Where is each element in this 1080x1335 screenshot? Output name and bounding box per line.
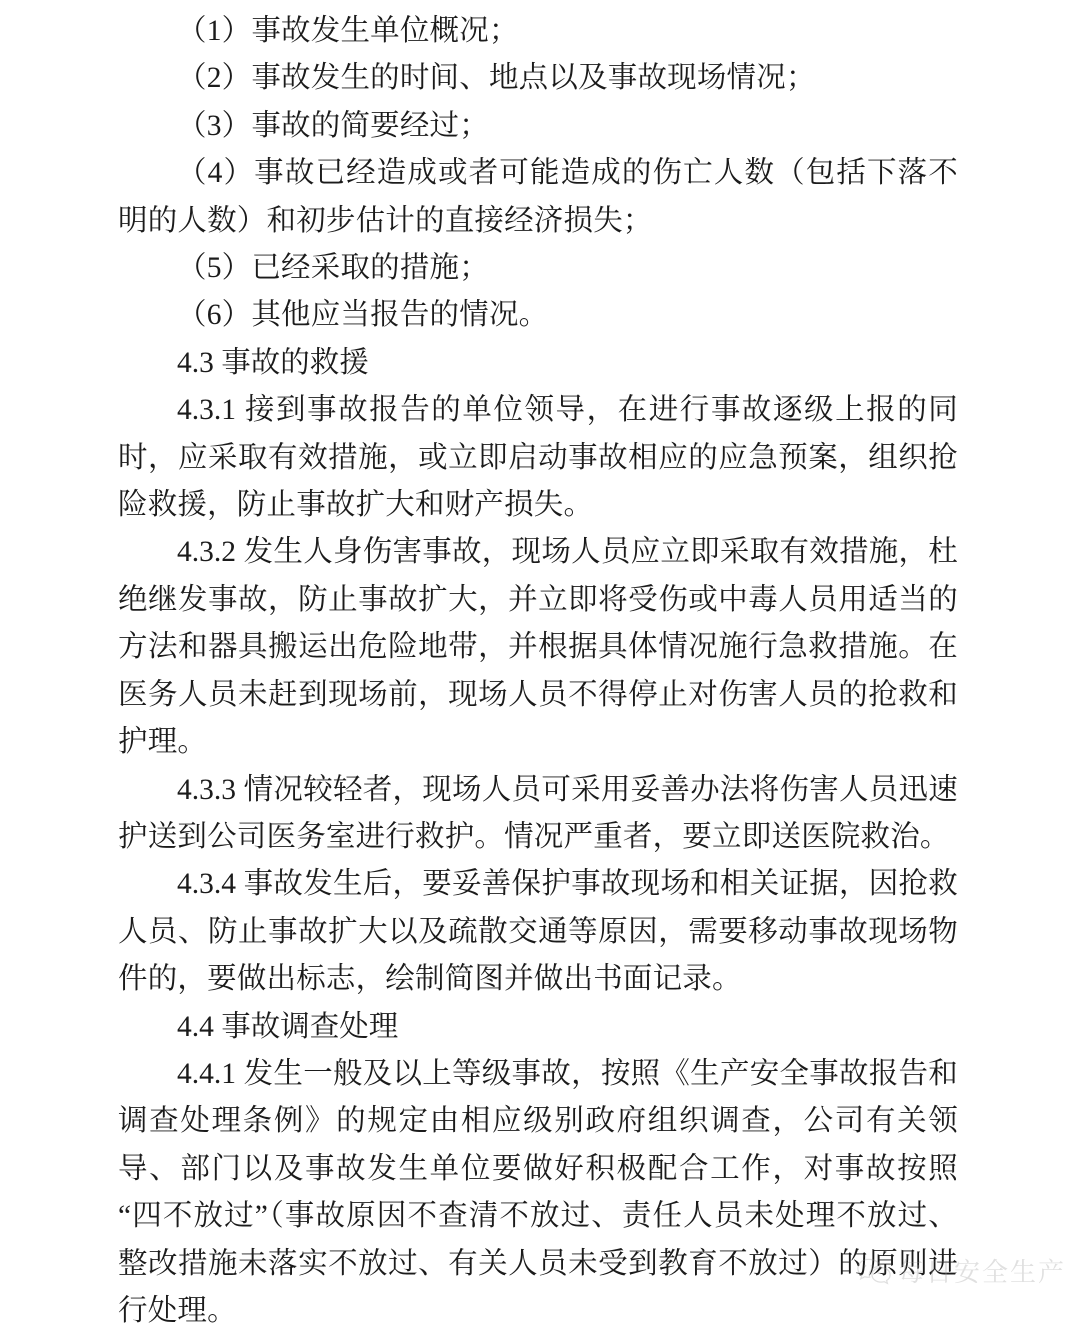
paragraph-text: 接到事故报告的单位领导，在进行事故逐级上报的同时，应采取有效措施，或立即启动事故相应的应急预案，组织抢险救援，防止事故扩大和财产损失。 (118, 394, 958, 522)
paragraph-number: 4.4.1 (177, 1057, 236, 1090)
document-body (118, 8, 958, 1335)
list-item: （6）其他应当报告的情况。 (177, 299, 549, 332)
list-item: （2）事故发生的时间、地点以及事故现场情况； (177, 62, 816, 95)
paragraph-number: 4.3.4 (177, 868, 236, 901)
list-item: （4）事故已经造成或者可能造成的伤亡人数（包括下落不明的人数）和初步估计的直接经济损失； (118, 157, 958, 237)
watermark-text: 每日安全生产 (897, 1257, 1066, 1287)
paragraph-text: 发生人身伤害事故，现场人员应立即采取有效措施，杜绝继发事故，防止事故扩大，并立即将受伤或中毒人员用适当的方法和器具搬运出危险地带，并根据具体情况施行急救措施。在医务人员未赶到现场前，现场人员不得停止对伤害人员的抢救和护理。 (118, 536, 958, 759)
paragraph-text: 发生一般及以上等级事故，按照《生产安全事故报告和调查处理条例》的规定由相应级别政府组织调查，公司有关领导、部门以及事故发生单位要做好积极配合工作，对事故按照“四不放过”（事故原因不查清不放过、责任人员未处理不放过、整改措施未落实不放过、有关人员未受到教育不放过）的原则进行处理。 (118, 1057, 958, 1327)
list-item: （3）事故的简要经过； (177, 109, 489, 142)
paragraph-4-3-1 (118, 387, 958, 529)
paragraph-number: 4.3.1 (177, 394, 236, 427)
list-item: （1）事故发生单位概况； (177, 15, 519, 47)
paragraph-4-3-2 (118, 529, 958, 766)
section-title: 事故调查处理 (221, 1010, 399, 1043)
section-number: 4.3 (177, 346, 214, 379)
paragraph-4-4-1 (118, 1051, 958, 1335)
section-number: 4.4 (177, 1010, 214, 1043)
list-item: （5）已经采取的措施； (177, 252, 489, 285)
paragraph-number: 4.3.2 (177, 536, 236, 569)
paragraph-4-3-4 (118, 861, 958, 1003)
paragraph-number: 4.3.3 (177, 773, 236, 806)
paragraph-text: 情况较轻者，现场人员可采用妥善办法将伤害人员迅速护送到公司医务室进行救护。情况严重者，要立即送医院救治。 (118, 773, 958, 853)
paragraph-text: 事故发生后，要妥善保护事故现场和相关证据，因抢救人员、防止事故扩大以及疏散交通等原因，需要移动事故现场物件的，要做出标志，绘制简图并做出书面记录。 (118, 868, 958, 996)
paragraph-4-3-3 (118, 767, 958, 862)
section-heading-4-4 (118, 1004, 958, 1051)
section-heading-4-3 (118, 340, 958, 387)
section-title: 事故的救援 (221, 346, 369, 379)
